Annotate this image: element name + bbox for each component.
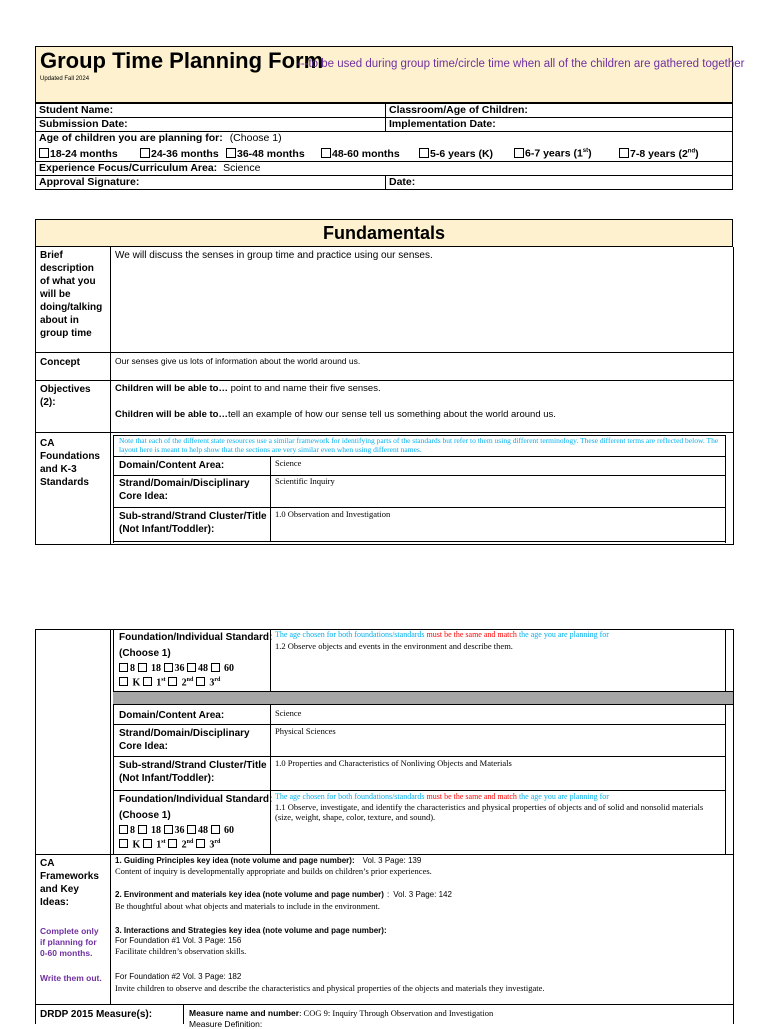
foundation1-value[interactable]: 1.2 Observe objects and events in the environment and describe them. [275, 641, 513, 651]
experience-row[interactable] [36, 161, 733, 175]
ca-foundations-label: CA Foundations and K-3 Standards [40, 438, 100, 488]
key-idea-3a-value[interactable]: Facilitate children’s observation skills. [115, 946, 247, 956]
age-opt-7[interactable]: 7-8 years (2nd) [619, 148, 699, 160]
divider [35, 432, 734, 433]
age-label: Age of children you are planning for: [39, 132, 223, 144]
checkbox-icon[interactable] [187, 825, 196, 834]
divider [35, 352, 734, 353]
key-idea-3a-ref: For Foundation #1 Vol. 3 Page: 156 [115, 936, 242, 945]
divider [113, 456, 726, 457]
strand2-label: Strand/Domain/Disciplinary Core Idea: [119, 728, 250, 752]
objective-1[interactable]: Children will be able to… point to and name their five senses. [115, 383, 381, 394]
age-opt-4[interactable]: 48-60 months [321, 148, 419, 161]
info-table [35, 103, 733, 190]
divider [113, 790, 726, 791]
foundation1-num-options[interactable]: 8 18 36 48 60 [119, 663, 234, 674]
key-idea-1-value[interactable]: Content of inquiry is developmentally appropriate and builds on children’s prior experiences. [115, 866, 432, 876]
divider [733, 629, 734, 1024]
checkbox-icon[interactable] [196, 677, 205, 686]
divider [35, 544, 734, 545]
checkbox-icon[interactable] [143, 677, 152, 686]
substrand-label: Sub-strand/Strand Cluster/Title (Not Infant/Toddler): [119, 511, 267, 535]
objectives-label: Objectives (2): [40, 384, 91, 408]
checkbox-icon[interactable] [140, 148, 150, 158]
drdp-label: DRDP 2015 Measure(s): [40, 1009, 153, 1020]
foundation2-choose: (Choose 1) [119, 810, 171, 821]
checkbox-icon[interactable] [119, 663, 128, 672]
foundation2-num-options[interactable]: 8 18 36 48 60 [119, 825, 234, 836]
divider [113, 435, 114, 543]
strand-label: Strand/Domain/Disciplinary Core Idea: [119, 478, 250, 502]
age-opt-1[interactable]: 18-24 months [39, 148, 140, 161]
checkbox-icon[interactable] [514, 148, 524, 158]
checkbox-icon[interactable] [419, 148, 429, 158]
form-subtitle: ---to be used during group time/circle time when all of the children are gathered together [297, 58, 745, 70]
checkbox-icon[interactable] [168, 677, 177, 686]
divider [113, 507, 726, 508]
experience-label: Experience Focus/Curriculum Area: [39, 161, 218, 174]
checkbox-icon[interactable] [226, 148, 236, 158]
divider [113, 756, 726, 757]
key-idea-3b-value[interactable]: Invite children to observe and describe the characteristics and physical properties of the objects and materials they investigate. [115, 983, 545, 993]
key-idea-3b-ref: For Foundation #2 Vol. 3 Page: 182 [115, 972, 242, 981]
experience-value: Science [223, 161, 261, 174]
domain2-value[interactable]: Science [275, 708, 302, 718]
checkbox-icon[interactable] [119, 839, 128, 848]
divider [35, 629, 36, 1024]
strand2-value[interactable]: Physical Sciences [275, 726, 336, 736]
checkbox-icon[interactable] [619, 148, 629, 158]
separator-band [113, 691, 733, 705]
checkbox-icon[interactable] [164, 825, 173, 834]
age-match-note-1: The age chosen for both foundations/standards must be the same and match the age you are planning for [275, 630, 609, 639]
key-idea-2-label: 2. Environment and materials key idea (note volume and page number) : Vol. 3 Page: 142 [115, 890, 452, 899]
foundation1-label: Foundation/Individual Standard: [119, 632, 273, 643]
checkbox-icon[interactable] [211, 825, 220, 834]
divider [725, 435, 726, 543]
divider [113, 629, 114, 854]
drdp-definition[interactable]: Measure Definition: [189, 1019, 263, 1029]
foundation2-label: Foundation/Individual Standard: [119, 794, 273, 805]
checkbox-icon[interactable] [119, 677, 128, 686]
concept-label: Concept [40, 357, 80, 368]
checkbox-icon[interactable] [321, 148, 331, 158]
divider [270, 629, 271, 854]
divider [35, 380, 734, 381]
domain-value[interactable]: Science [275, 458, 302, 468]
concept-value[interactable]: Our senses give us lots of information about the world around us. [115, 356, 361, 366]
divider [113, 541, 726, 542]
divider [35, 1004, 734, 1005]
divider [183, 1004, 184, 1024]
divider [110, 629, 111, 1004]
strand-value[interactable]: Scientific Inquiry [275, 476, 335, 486]
key-idea-3-label: 3. Interactions and Strategies key idea (note volume and page number): [115, 926, 387, 935]
foundation1-grade-options[interactable]: K 1st 2nd 3rd [119, 677, 220, 688]
age-match-note-2: The age chosen for both foundations/standards must be the same and match the age you are planning for [275, 792, 609, 801]
objective-2[interactable]: Children will be able to…tell an example of how our sense tell us something about the world around us. [115, 409, 556, 420]
divider [725, 629, 726, 854]
age-opt-5[interactable]: 5-6 years (K) [419, 148, 514, 161]
age-opt-6[interactable]: 6-7 years (1st) [514, 145, 619, 161]
classroom-age-field[interactable]: Classroom/Age of Children: [386, 104, 733, 118]
checkbox-icon[interactable] [187, 663, 196, 672]
approval-signature-field[interactable]: Approval Signature: [36, 175, 386, 189]
age-choose: (Choose 1) [229, 132, 282, 144]
form-title: Group Time Planning Form [40, 48, 324, 73]
age-opt-3[interactable]: 36-48 months [226, 148, 321, 161]
frameworks-label: CA Frameworks and Key Ideas: [40, 858, 99, 908]
drdp-measure[interactable]: Measure name and number: COG 9: Inquiry Through Observation and Investigation [189, 1008, 494, 1018]
brief-label: Brief description of what you will be doing/talking about in group time [40, 250, 103, 339]
divider [110, 247, 111, 545]
divider [113, 475, 726, 476]
checkbox-icon[interactable] [164, 663, 173, 672]
age-row [36, 132, 733, 162]
frameworks-note-1: Complete only if planning for 0-60 months. [40, 926, 99, 958]
fundamentals-heading: Fundamentals [35, 219, 733, 247]
framework-note: Note that each of the different state resources use a similar framework for identifying parts of the standards but refer to them using different terminology. These different terms are reflected below. The layout here is meant to help show that the sections are very similar even when using different names. [119, 436, 719, 454]
implementation-date-field[interactable]: Implementation Date: [386, 118, 733, 132]
submission-date-field[interactable]: Submission Date: [36, 118, 386, 132]
checkbox-icon[interactable] [168, 839, 177, 848]
foundation1-choose: (Choose 1) [119, 648, 171, 659]
foundation2-value[interactable]: 1.1 Observe, investigate, and identify the characteristics and physical properties of objects and of solid and nonsolid materials (size, weight, shape, color, texture, and sound). [275, 802, 704, 822]
age-opt-2[interactable]: 24-36 months [140, 148, 226, 161]
updated-note: Updated Fall 2024 [40, 76, 90, 82]
checkbox-icon[interactable] [138, 825, 147, 834]
student-name-field[interactable]: Student Name: [36, 104, 386, 118]
key-idea-2-value[interactable]: Be thoughtful about what objects and materials to include in the environment. [115, 901, 380, 911]
substrand2-value[interactable]: 1.0 Properties and Characteristics of Nonliving Objects and Materials [275, 758, 512, 768]
substrand2-label: Sub-strand/Strand Cluster/Title (Not Infant/Toddler): [119, 760, 267, 784]
foundation2-grade-options[interactable]: K 1st 2nd 3rd [119, 839, 220, 850]
checkbox-icon[interactable] [143, 839, 152, 848]
divider [35, 854, 734, 855]
checkbox-icon[interactable] [39, 148, 49, 158]
domain-label: Domain/Content Area: [119, 460, 225, 471]
divider [35, 247, 36, 545]
date-field[interactable]: Date: [386, 175, 733, 189]
divider [113, 724, 726, 725]
domain2-label: Domain/Content Area: [119, 710, 225, 721]
frameworks-note-2: Write them out. [40, 973, 102, 983]
divider [270, 456, 271, 542]
brief-value[interactable]: We will discuss the senses in group time and practice using our senses. [115, 250, 433, 261]
checkbox-icon[interactable] [211, 663, 220, 672]
checkbox-icon[interactable] [119, 825, 128, 834]
key-idea-1-label: 1. Guiding Principles key idea (note volume and page number): Vol. 3 Page: 139 [115, 856, 422, 865]
substrand-value[interactable]: 1.0 Observation and Investigation [275, 509, 391, 519]
divider [733, 247, 734, 545]
checkbox-icon[interactable] [196, 839, 205, 848]
checkbox-icon[interactable] [138, 663, 147, 672]
